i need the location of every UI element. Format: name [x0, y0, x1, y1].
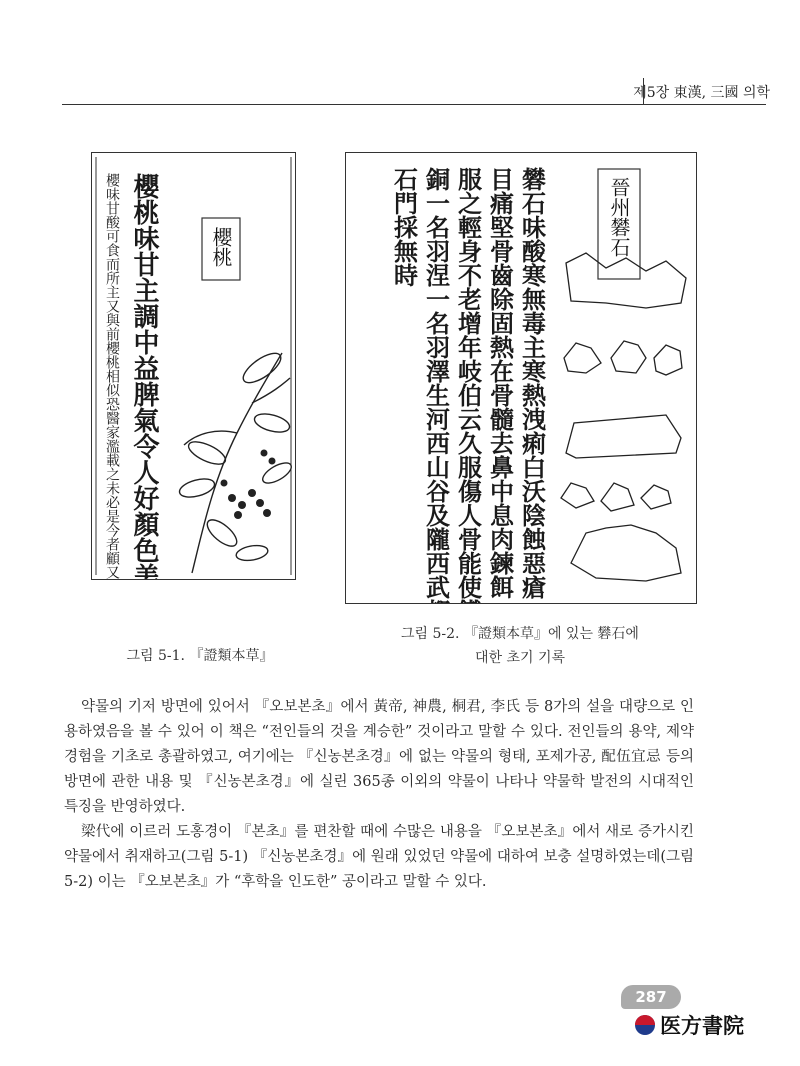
publisher-name: 医方書院 — [660, 1013, 744, 1038]
figure-2-label: 晉州礬石 — [607, 177, 631, 257]
figure-1-artwork — [92, 153, 295, 579]
page-number: 287 — [621, 985, 681, 1009]
figure-2-text-column-2: 目痛堅骨齒除固熱在骨髓去鼻中息肉鍊餌 — [485, 167, 515, 599]
figure-2-caption — [340, 622, 700, 670]
figure-1-woodblock — [91, 152, 296, 580]
paragraph-2: 梁代에 이르러 도홍경이 『본초』를 편찬할 때에 수많은 내용을 『오보본초』에서 새로 증가시킨 약물에서 취재하고(그림 5-1) 『신농본초경』에 원래 있었던 약물에 대하여 보충 설명하였는데(그림 5-2) 이는 『오보본초』가 “후학을 인도한” 공이라고 말할 수 있다. — [64, 824, 694, 890]
figure-2-woodblock — [345, 152, 697, 604]
figure-1-commentary-text: 櫻味甘酸可食而所主又與前櫻桃相似恐醫家濫載之未必是今者顧又胡顏子葉冬不凋子亦礙益人或云寒熱病不可食 — [104, 173, 120, 579]
header-divider-tick — [643, 78, 644, 104]
figure-2-caption-line-2: 대한 초기 기록 — [474, 650, 566, 666]
paragraph-1: 약물의 기저 방면에 있어서 『오보본초』에서 黃帝, 神農, 桐君, 李氏 등 8가의 설을 대량으로 인용하였음을 볼 수 있어 이 책은 “전인들의 것을 계승한” 것이라고 말할 수 있다. 전인들의 용약, 제약 경험을 기초로 총괄하였고, 여기에는 『신농본초경』에 없는 약물의 형태, 포제가공, 配伍宜忌 등의 방면에 관한 내용 및 『신농본초경』에 실린 365종 이외의 약물이 나타나 약물학 발전의 시대적인 특징을 반영하였다. — [64, 699, 694, 815]
figure-2-text-column-1: 礬石味酸寒無毒主寒熱洩痢白沃陰蝕惡瘡 — [517, 167, 547, 599]
figure-2-text-column-3: 服之輕身不老增年岐伯云久服傷人骨能使鐵爲 — [453, 167, 483, 603]
figure-1-label: 櫻桃 — [209, 227, 233, 267]
publisher-logo — [634, 1010, 744, 1040]
figure-1-caption: 그림 5-1. 『證類本草』 — [126, 648, 274, 664]
cherry-branch-illustration — [178, 348, 295, 573]
alum-mineral-illustrations — [561, 253, 686, 581]
body-text — [64, 695, 694, 895]
running-header: 제5장 東漢, 三國 의학 — [633, 85, 770, 101]
figure-2-text-column-5: 石門採無時 — [389, 167, 419, 287]
header-rule — [62, 104, 766, 105]
figure-2-text-column-4: 銅一名羽涅一名羽澤生河西山谷及隴西武都 — [421, 167, 451, 603]
figure-1-main-text: 櫻桃味甘主調中益脾氣令人好顏色美志 — [129, 173, 159, 579]
publisher-emblem-icon — [634, 1014, 656, 1036]
figure-2-artwork — [346, 153, 696, 603]
figure-2-caption-line-1: 그림 5-2. 『證類本草』에 있는 礬石에 — [401, 626, 639, 642]
cherry-fruits — [221, 450, 276, 520]
